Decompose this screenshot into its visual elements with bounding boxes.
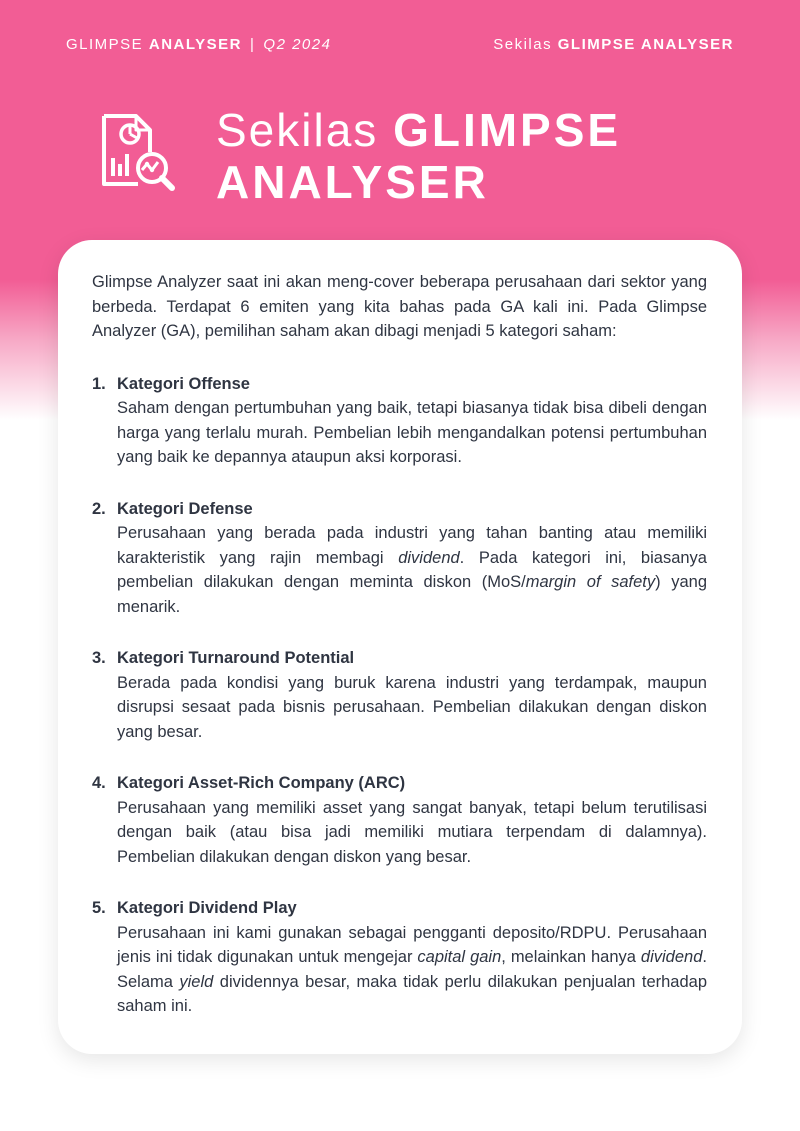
header-brand-prefix: GLIMPSE <box>66 36 144 53</box>
description-text: ) yang menarik. <box>117 573 707 616</box>
description-text: Perusahaan yang berada pada industri yang tahan banting atau memiliki karakteristik yang rajin membagi <box>117 524 707 567</box>
category-description <box>117 671 707 745</box>
category-title: Kategori Dividend Play <box>117 899 297 917</box>
category-item <box>92 497 707 620</box>
category-title: Kategori Offense <box>117 374 250 393</box>
category-number: 5. <box>92 899 106 917</box>
italic-term: capital gain <box>417 948 502 966</box>
page-title <box>216 104 736 208</box>
report-analysis-icon <box>96 112 176 192</box>
description-text: Saham dengan pertumbuhan yang baik, tetapi biasanya tidak bisa dibeli dengan harga yang terlalu murah. Pembelian lebih mengandalkan potensi pertumbuhan yang baik ke depannya ataupun aksi korporasi. <box>117 399 707 466</box>
description-text: dividennya besar, maka tidak perlu dilakukan penjualan terhadap saham ini. <box>117 972 707 1015</box>
category-number: 1. <box>92 374 106 393</box>
category-title: Kategori Defense <box>117 499 253 518</box>
italic-term: dividend <box>640 948 703 966</box>
category-number: 4. <box>92 774 106 792</box>
category-description <box>117 921 707 1019</box>
description-text: , melainkan hanya <box>501 948 641 966</box>
description-text: Perusahaan ini kami gunakan sebagai pengganti deposito/RDPU. Perusahaan jenis ini tidak digunakan untuk mengejar <box>117 923 707 966</box>
italic-term: dividend <box>398 548 460 567</box>
category-description <box>117 521 707 619</box>
category-title: Kategori Turnaround Potential <box>117 649 355 667</box>
header-section-prefix: Sekilas <box>493 36 553 53</box>
header-section-title <box>493 36 734 53</box>
title-bold-line2: ANALYSER <box>216 156 489 208</box>
content-body <box>92 270 707 1046</box>
header-period: Q2 2024 <box>263 36 332 53</box>
title-bold-line1: GLIMPSE <box>393 104 622 156</box>
header-section-bold: GLIMPSE ANALYSER <box>557 36 734 53</box>
header-brand-bold: ANALYSER <box>148 36 242 53</box>
description-text: Berada pada kondisi yang buruk karena industri yang terdampak, maupun disrupsi sesaat pada bisnis perusahaan. Pembelian dilakukan dengan diskon yang besar. <box>117 673 707 741</box>
header-separator: | <box>250 36 256 53</box>
category-item <box>92 646 707 744</box>
content-card <box>58 240 742 1054</box>
category-title: Kategori Asset-Rich Company (ARC) <box>117 774 406 792</box>
category-number: 2. <box>92 499 106 518</box>
category-item <box>92 771 707 869</box>
title-prefix: Sekilas <box>216 104 379 156</box>
category-list <box>92 372 707 1019</box>
page-header <box>66 36 734 58</box>
category-number: 3. <box>92 649 106 667</box>
header-brand <box>66 36 331 53</box>
italic-term: margin of safety <box>525 573 656 591</box>
description-text: Perusahaan yang memiliki asset yang sangat banyak, tetapi belum terutilisasi dengan baik (atau bisa jadi memiliki mutiara terpendam di dalamnya). Pembelian dilakukan dengan diskon yang besar. <box>117 798 707 866</box>
category-description <box>117 396 707 470</box>
category-item <box>92 372 707 470</box>
italic-term: yield <box>179 972 214 991</box>
category-item <box>92 896 707 1019</box>
description-text: . Pada kategori ini, biasanya pembelian dilakukan dengan meminta diskon (MoS/ <box>117 548 707 591</box>
intro-paragraph: Glimpse Analyzer saat ini akan meng-cover beberapa perusahaan dari sektor yang berbeda. Terdapat 6 emiten yang kita bahas pada GA kali ini. Pada Glimpse Analyzer (GA), pemilihan saham akan dibagi menjadi 5 kategori saham: <box>92 273 707 340</box>
description-text: . Selama <box>117 948 707 991</box>
category-description <box>117 796 707 870</box>
